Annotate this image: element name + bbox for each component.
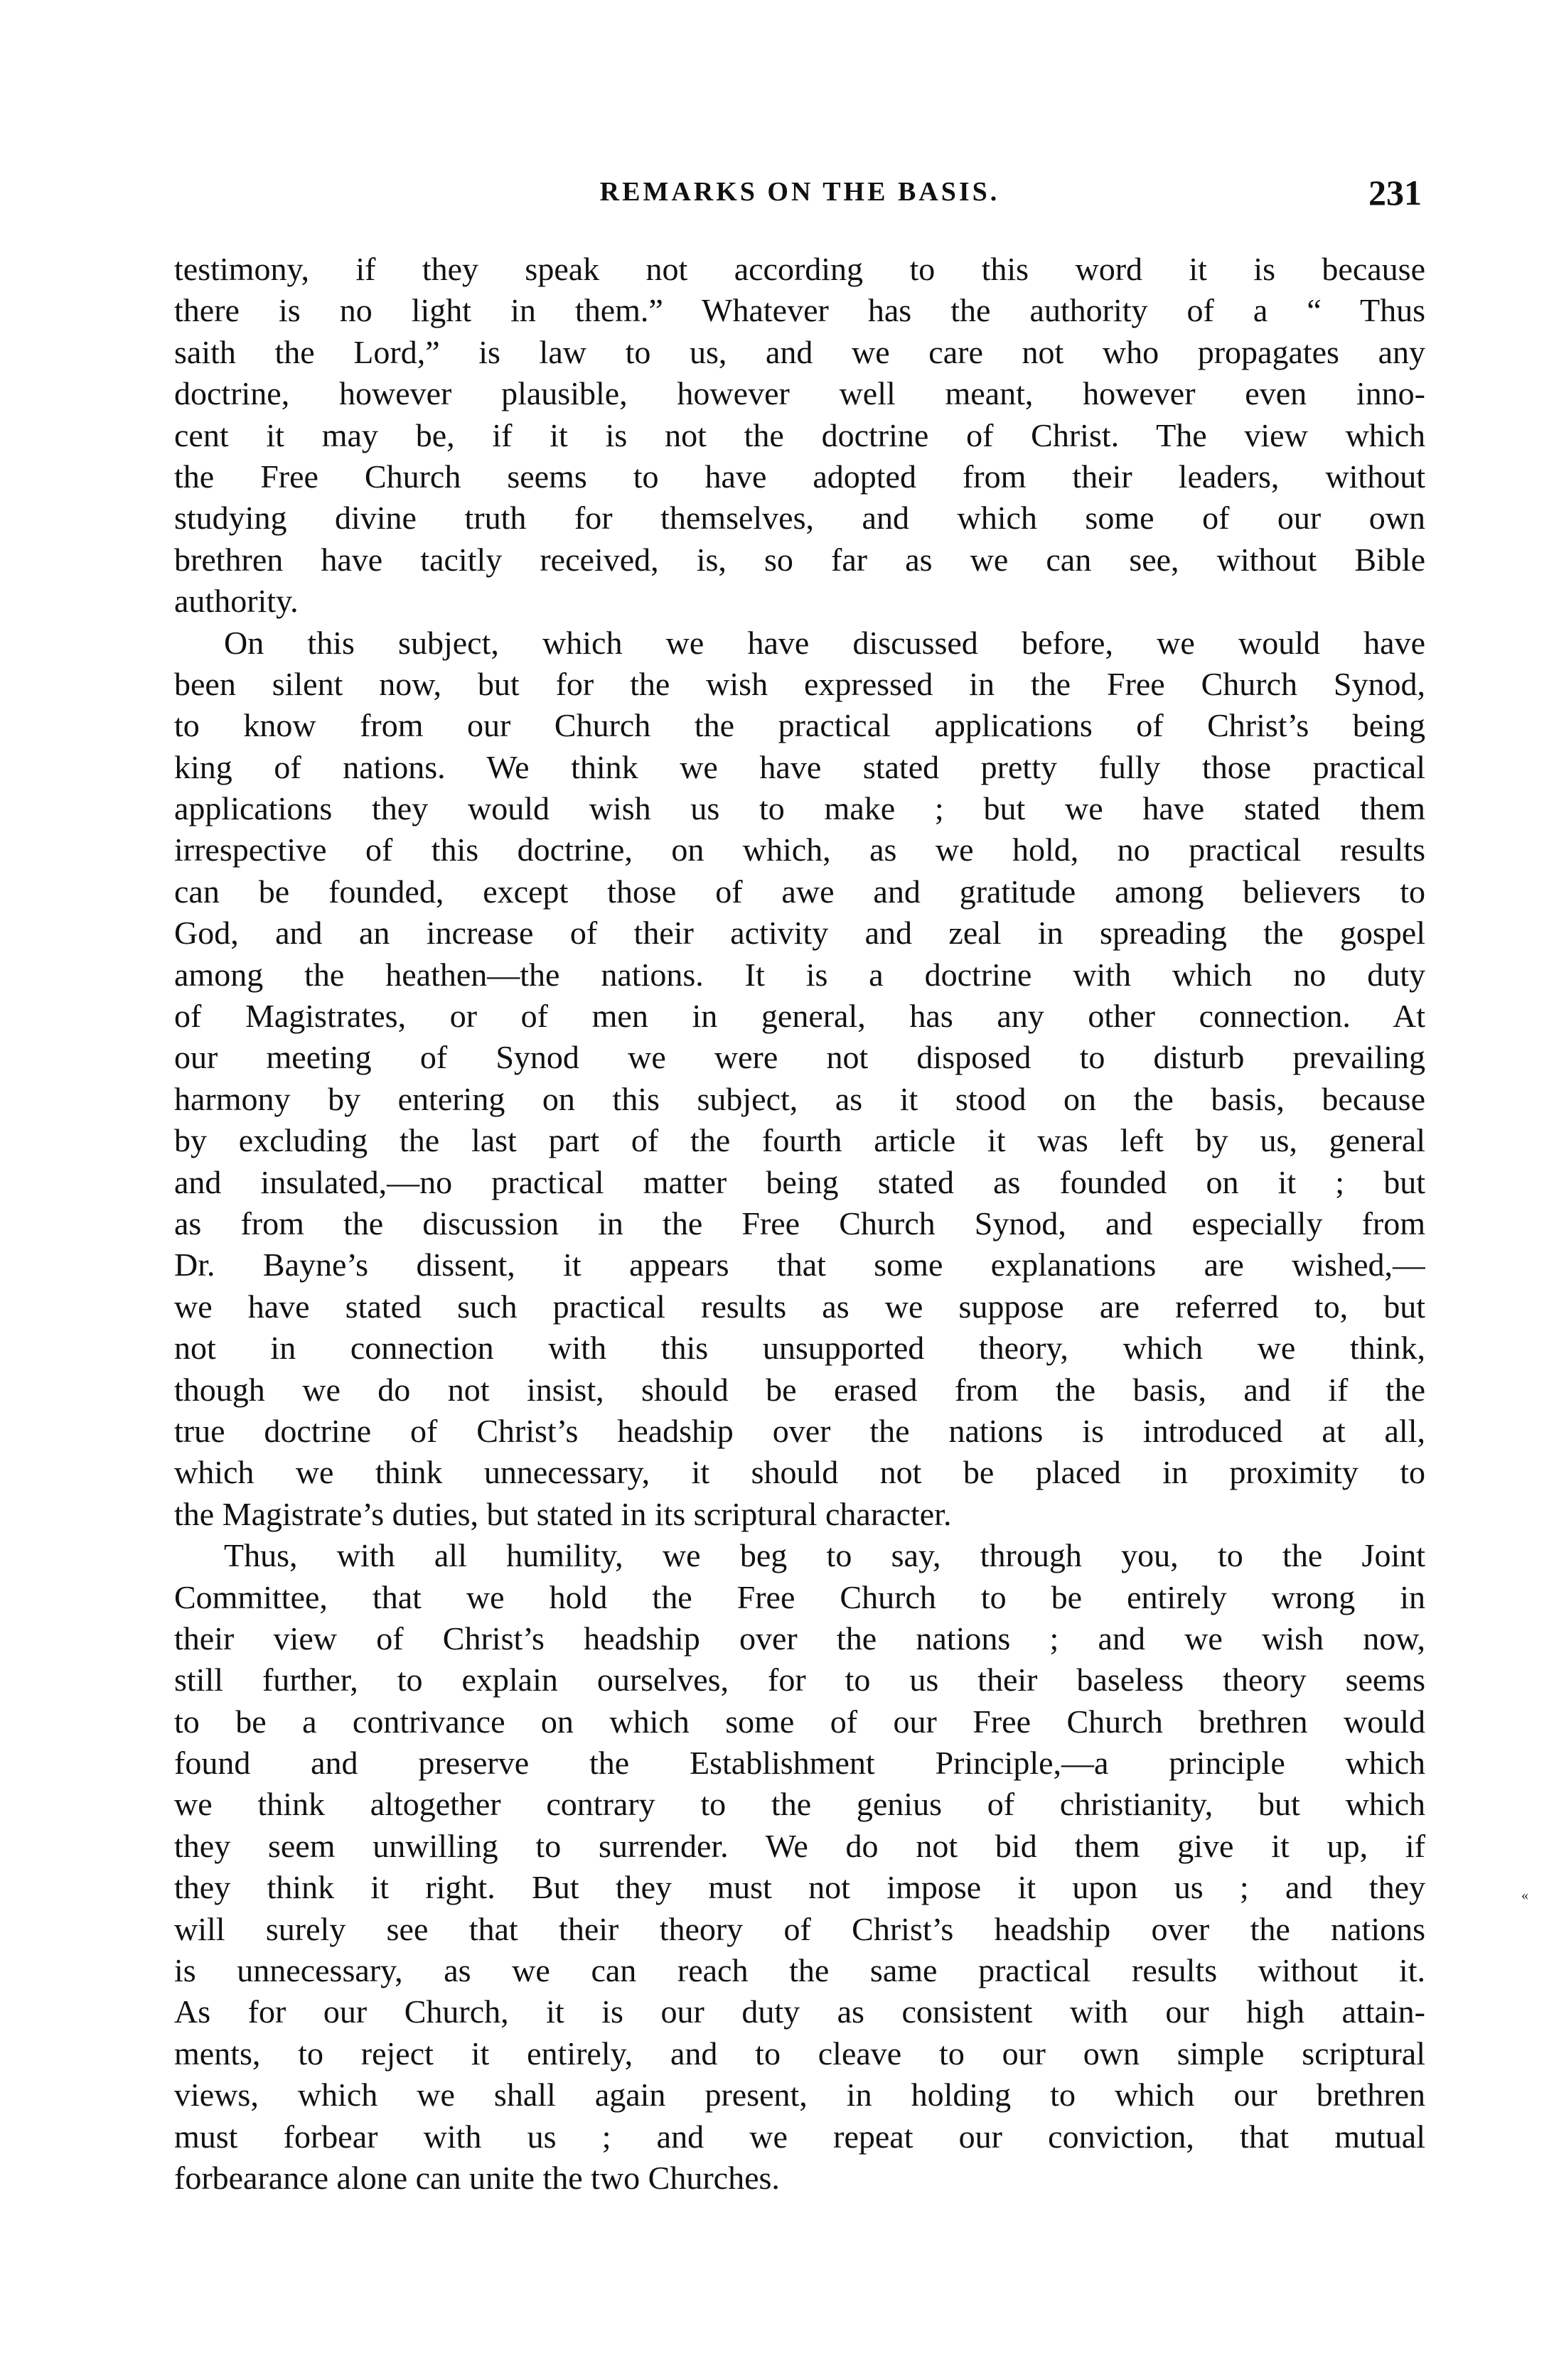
running-head [178,173,1422,219]
text-line: they seem unwilling to surrender. We do not bid them give it up, if [174,1827,1425,1864]
text-line: testimony, if they speak not according to this word it is because [174,251,1425,287]
text-line: ments, to reject it entirely, and to cleave to our own simple scriptural [174,2035,1425,2072]
body-text [174,249,1425,2199]
text-line: the Magistrate’s duties, but stated in its scriptural character. [174,1495,952,1532]
running-title: REMARKS ON THE BASIS. [599,177,1000,207]
text-line: cent it may be, if it is not the doctrine of Christ. The view which [174,416,1425,453]
text-line: studying divine truth for themselves, and which some of our own [174,500,1425,537]
text-line: of Magistrates, or of men in general, has any other connection. At [174,998,1425,1035]
text-line: by excluding the last part of the fourth article it was left by us, general [174,1122,1425,1159]
text-line: On this subject, which we have discussed before, we would have [224,624,1425,661]
page-number: 231 [1368,173,1422,212]
text-line: doctrine, however plausible, however well meant, however even inno- [174,375,1425,412]
text-line: God, and an increase of their activity and zeal in spreading the gospel [174,915,1425,952]
text-line: is unnecessary, as we can reach the same practical results without it. [174,1952,1425,1989]
text-line: and insulated,—no practical matter being stated as founded on it ; but [174,1163,1425,1200]
text-line: their view of Christ’s headship over the nations ; and we wish now, [174,1620,1425,1657]
text-line: still further, to explain ourselves, for to us their baseless theory seems [174,1662,1425,1698]
text-line: forbearance alone can unite the two Churches. [174,2159,780,2196]
text-line: brethren have tacitly received, is, so far as we can see, without Bible [174,541,1425,578]
text-line: must forbear with us ; and we repeat our conviction, that mutual [174,2118,1425,2155]
text-line: applications they would wish us to make ; but we have stated them [174,790,1425,827]
text-line: authority. [174,583,299,620]
text-line: there is no light in them.” Whatever has the authority of a “ Thus [174,292,1425,329]
text-line: which we think unnecessary, it should not be placed in proximity to [174,1454,1425,1491]
text-line: will surely see that their theory of Christ’s headship over the nations [174,1910,1425,1947]
text-line: views, which we shall again present, in holding to which our brethren [174,2077,1425,2114]
text-line: among the heathen—the nations. It is a doctrine with which no duty [174,956,1425,993]
text-line: as from the discussion in the Free Church Synod, and especially from [174,1205,1425,1242]
text-line: found and preserve the Establishment Principle,—a principle which [174,1745,1425,1782]
text-line: Committee, that we hold the Free Church to be entirely wrong in [174,1578,1425,1615]
text-line: can be founded, except those of awe and gratitude among believers to [174,873,1425,910]
text-line: harmony by entering on this subject, as it stood on the basis, because [174,1080,1425,1117]
text-line: to be a contrivance on which some of our Free Church brethren would [174,1703,1425,1740]
text-line: Dr. Bayne’s dissent, it appears that some explanations are wished,— [174,1246,1425,1283]
text-line: not in connection with this unsupported theory, which we think, [174,1330,1425,1367]
text-line: to know from our Church the practical applications of Christ’s being [174,707,1425,744]
text-line: saith the Lord,” is law to us, and we care not who propagates any [174,333,1425,370]
text-line: the Free Church seems to have adopted from their leaders, without [174,458,1425,495]
text-line: As for our Church, it is our duty as consistent with our high attain- [174,1993,1425,2030]
text-line: king of nations. We think we have stated pretty fully those practical [174,748,1425,785]
text-line: we have stated such practical results as we suppose are referred to, but [174,1288,1425,1325]
text-line: Thus, with all humility, we beg to say, through you, to the Joint [224,1537,1425,1574]
text-line: been silent now, but for the wish expressed in the Free Church Synod, [174,665,1425,702]
margin-mark: « [1521,1888,1528,1903]
text-line: we think altogether contrary to the genius of christianity, but which [174,1786,1425,1823]
text-line: true doctrine of Christ’s headship over the nations is introduced at all, [174,1412,1425,1449]
text-line: irrespective of this doctrine, on which, as we hold, no practical results [174,831,1425,868]
text-line: our meeting of Synod we were not disposed to disturb prevailing [174,1039,1425,1076]
text-line: they think it right. But they must not impose it upon us ; and they [174,1869,1425,1906]
text-line: though we do not insist, should be erased from the basis, and if the [174,1371,1425,1408]
